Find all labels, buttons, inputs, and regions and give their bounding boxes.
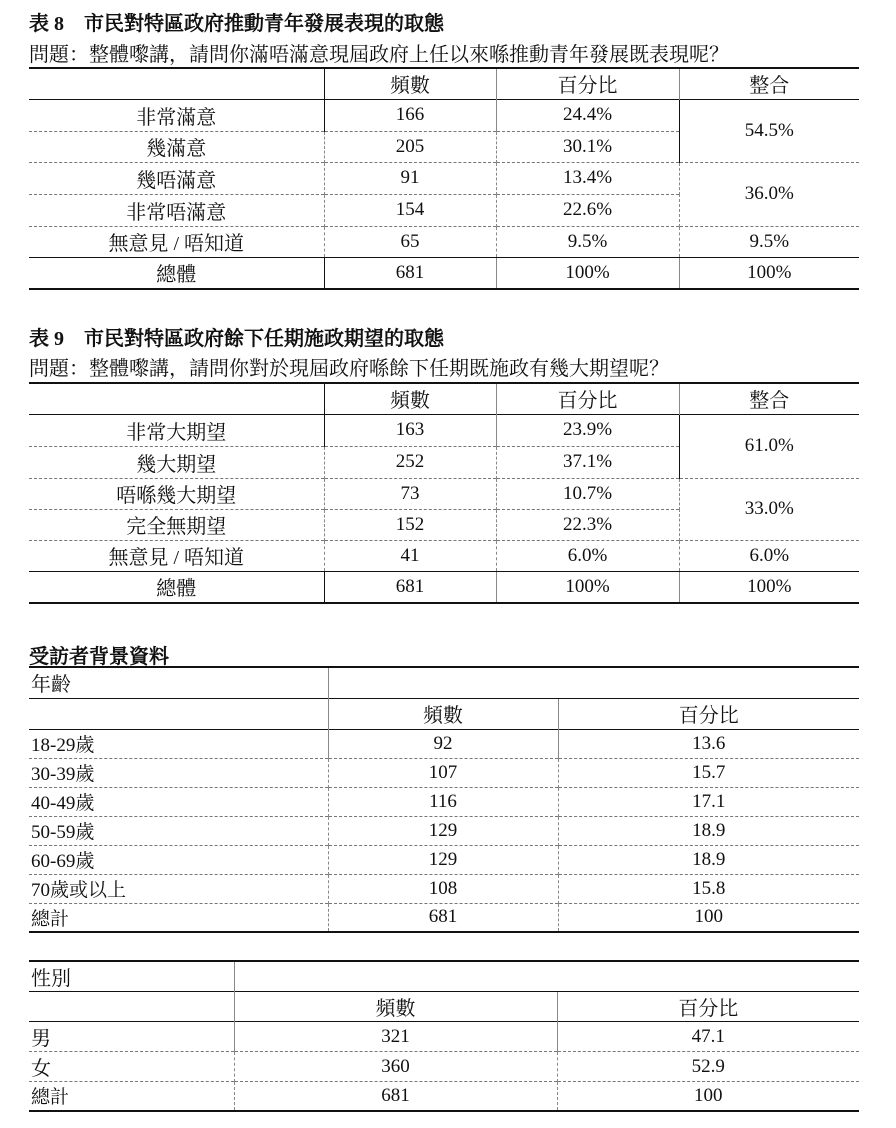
table9 <box>29 382 859 604</box>
table8-header-pct: 百分比 <box>496 68 679 99</box>
row-freq: 360 <box>234 1052 557 1082</box>
row-pct: 6.0% <box>496 540 679 571</box>
table-row <box>29 874 859 903</box>
table-row <box>29 787 859 816</box>
table-row-total <box>29 257 859 289</box>
row-label: 無意見 / 唔知道 <box>29 226 324 257</box>
table-row-total <box>29 571 859 603</box>
row-combined: 36.0% <box>679 162 859 226</box>
table-row <box>29 1022 859 1052</box>
table9-title: 表 9 市民對特區政府餘下任期施政期望的取態 <box>29 328 444 350</box>
row-pct: 22.6% <box>496 194 679 226</box>
row-pct: 30.1% <box>496 131 679 162</box>
row-label: 非常唔滿意 <box>29 194 324 226</box>
row-freq: 166 <box>324 99 496 131</box>
table9-header-combined: 整合 <box>679 383 859 414</box>
row-combined: 61.0% <box>679 414 859 478</box>
table-row <box>29 226 859 257</box>
table9-header-freq: 頻數 <box>324 383 496 414</box>
row-freq: 73 <box>324 478 496 509</box>
row-pct: 10.7% <box>496 478 679 509</box>
row-pct: 22.3% <box>496 509 679 540</box>
row-freq: 129 <box>328 816 558 845</box>
row-freq: 108 <box>328 874 558 903</box>
table-row <box>29 99 859 131</box>
row-pct: 52.9 <box>557 1052 859 1082</box>
row-pct: 13.4% <box>496 162 679 194</box>
table8 <box>29 67 859 290</box>
table-row <box>29 845 859 874</box>
age-header-freq: 頻數 <box>328 698 558 729</box>
row-pct: 18.9 <box>558 816 859 845</box>
row-pct: 100 <box>558 903 859 932</box>
gender-caption: 性別 <box>29 961 234 992</box>
row-combined: 100% <box>679 257 859 289</box>
background-title: 受訪者背景資料 <box>29 646 169 668</box>
table-row <box>29 414 859 446</box>
row-combined: 9.5% <box>679 226 859 257</box>
row-pct: 47.1 <box>557 1022 859 1052</box>
row-label: 30-39歲 <box>29 758 328 787</box>
row-label: 幾滿意 <box>29 131 324 162</box>
row-freq: 107 <box>328 758 558 787</box>
row-freq: 681 <box>234 1082 557 1111</box>
row-freq: 321 <box>234 1022 557 1052</box>
gender-header-freq: 頻數 <box>234 992 557 1022</box>
row-pct: 9.5% <box>496 226 679 257</box>
row-pct: 100 <box>557 1082 859 1111</box>
table9-question: 問題：整體嚟講，請問你對於現屆政府喺餘下任期既施政有幾大期望呢？ <box>29 358 669 380</box>
row-combined: 54.5% <box>679 99 859 162</box>
row-freq: 681 <box>324 257 496 289</box>
row-freq: 681 <box>324 571 496 603</box>
table8-question: 問題：整體嚟講，請問你滿唔滿意現屆政府上任以來喺推動青年發展既表現呢？ <box>29 44 729 66</box>
row-freq: 154 <box>324 194 496 226</box>
table-row <box>29 758 859 787</box>
row-label: 50-59歲 <box>29 816 328 845</box>
table8-header-combined: 整合 <box>679 68 859 99</box>
table-row <box>29 1052 859 1082</box>
row-label: 唔喺幾大期望 <box>29 478 324 509</box>
row-pct: 15.7 <box>558 758 859 787</box>
row-freq: 65 <box>324 226 496 257</box>
table-row <box>29 478 859 509</box>
row-freq: 129 <box>328 845 558 874</box>
row-label: 幾唔滿意 <box>29 162 324 194</box>
row-label: 總體 <box>29 571 324 603</box>
row-pct: 23.9% <box>496 414 679 446</box>
age-header-pct: 百分比 <box>558 698 859 729</box>
row-label: 總計 <box>29 1082 234 1111</box>
row-pct: 100% <box>496 257 679 289</box>
row-pct: 13.6 <box>558 729 859 758</box>
row-label: 女 <box>29 1052 234 1082</box>
row-pct: 37.1% <box>496 446 679 478</box>
row-label: 70歲或以上 <box>29 874 328 903</box>
table9-header-pct: 百分比 <box>496 383 679 414</box>
age-table <box>29 666 859 933</box>
table-row-total <box>29 1082 859 1111</box>
table-row <box>29 816 859 845</box>
row-combined: 33.0% <box>679 478 859 540</box>
gender-table <box>29 960 859 1112</box>
row-freq: 116 <box>328 787 558 816</box>
table-row-total <box>29 903 859 932</box>
table8-header-freq: 頻數 <box>324 68 496 99</box>
row-combined: 6.0% <box>679 540 859 571</box>
row-freq: 91 <box>324 162 496 194</box>
age-caption: 年齡 <box>29 667 328 698</box>
table-row <box>29 540 859 571</box>
row-label: 40-49歲 <box>29 787 328 816</box>
row-freq: 163 <box>324 414 496 446</box>
row-label: 無意見 / 唔知道 <box>29 540 324 571</box>
row-label: 男 <box>29 1022 234 1052</box>
row-label: 總體 <box>29 257 324 289</box>
row-label: 非常滿意 <box>29 99 324 131</box>
row-label: 60-69歲 <box>29 845 328 874</box>
row-pct: 17.1 <box>558 787 859 816</box>
row-label: 18-29歲 <box>29 729 328 758</box>
row-freq: 681 <box>328 903 558 932</box>
row-pct: 15.8 <box>558 874 859 903</box>
row-freq: 152 <box>324 509 496 540</box>
row-pct: 100% <box>496 571 679 603</box>
gender-header-pct: 百分比 <box>557 992 859 1022</box>
row-label: 總計 <box>29 903 328 932</box>
row-pct: 24.4% <box>496 99 679 131</box>
row-freq: 92 <box>328 729 558 758</box>
row-freq: 252 <box>324 446 496 478</box>
row-freq: 205 <box>324 131 496 162</box>
row-label: 幾大期望 <box>29 446 324 478</box>
row-combined: 100% <box>679 571 859 603</box>
row-freq: 41 <box>324 540 496 571</box>
table8-title: 表 8 市民對特區政府推動青年發展表現的取態 <box>29 13 444 35</box>
table-row <box>29 729 859 758</box>
row-label: 完全無期望 <box>29 509 324 540</box>
table-row <box>29 162 859 194</box>
row-pct: 18.9 <box>558 845 859 874</box>
row-label: 非常大期望 <box>29 414 324 446</box>
